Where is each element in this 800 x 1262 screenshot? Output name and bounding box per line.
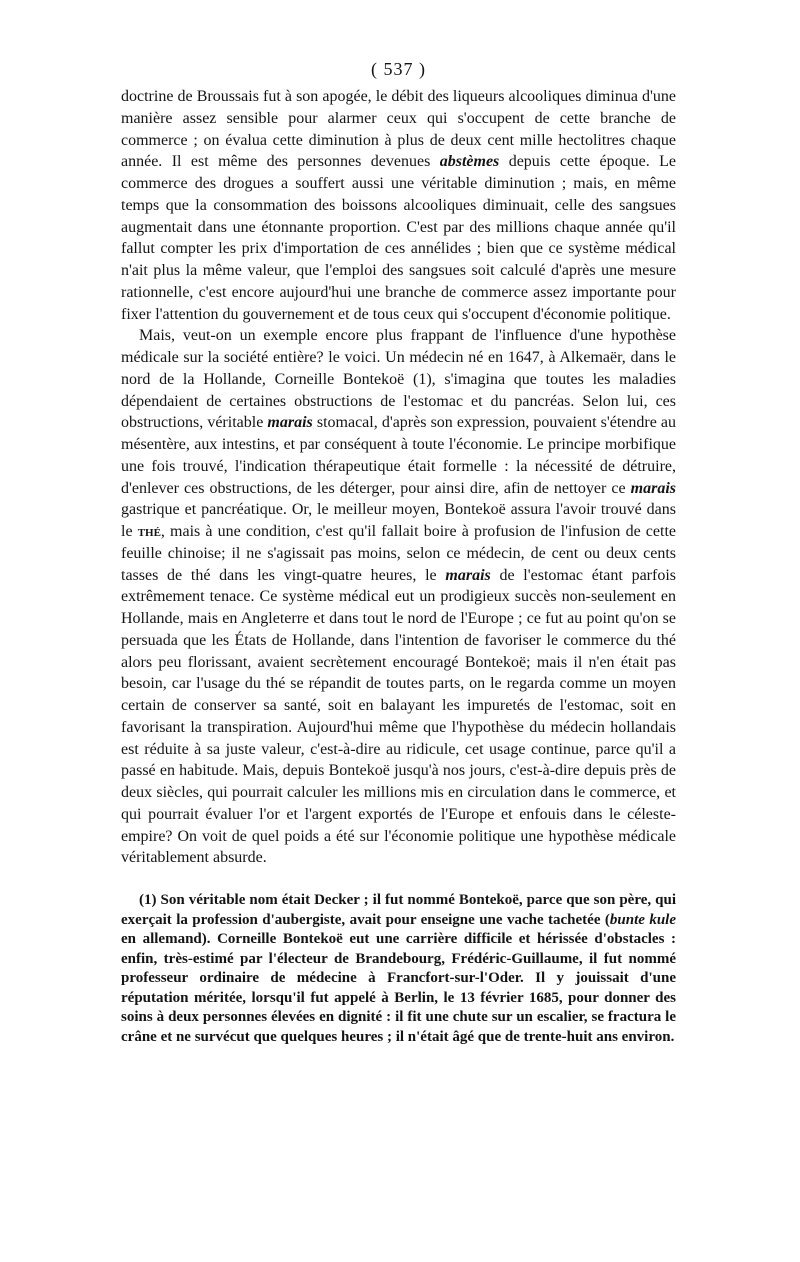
- italic-term: marais: [267, 414, 313, 432]
- text-run: stomacal, d'après son expression, pouvaient s'étendre au mésentère, aux intestins, et par conséquent à toute l'économie. Le principe morbifique une fois trouvé, l'indication thérapeutique était formelle : la nécessité de détruire, d'enlever ces obstructions, de les déterger, pour ainsi dire, afin de nettoyer ce: [121, 414, 677, 497]
- page-number: ( 537 ): [371, 59, 426, 79]
- paragraph: [121, 325, 676, 869]
- text-run: doctrine de Broussais fut à son apogée, le débit des liqueurs alcooliques diminua d'une manière assez sensible pour alarmer ceux qui s'occupent de cette branche de commerce ; on évalua cette diminution à plus de deux cent mille hectolitres chaque année. Il est même des personnes devenues: [121, 88, 676, 171]
- paragraph: [121, 86, 676, 325]
- italic-term: marais: [630, 479, 676, 497]
- text-run: en allemand). Corneille Bontekoë eut une carrière difficile et hérissée d'obstacles : enfin, très-estimé par l'électeur de Brandebourg, Frédéric-Guillaume, il fut nommé professeur ordinaire de médecine à Francfort-sur-l'Oder. Il y jouissait d'une réputation méritée, lorsqu'il fut appelé à Berlin, le 13 février 1685, pour donner des soins à deux personnes élevées en dignité : il fit une chute sur un escalier, se fractura le crâne et ne survécut que quelques heures ; il n'était âgé que de trente-huit ans environ.: [121, 931, 676, 1045]
- body-text: [121, 86, 676, 869]
- text-run: gastrique et pancréatique. Or, le meilleur moyen, Bontekoë assura l'avoir trouvé dans le: [121, 501, 676, 540]
- document-page: [121, 58, 676, 1047]
- italic-term: marais: [445, 566, 491, 584]
- italic-term: abstèmes: [439, 153, 500, 171]
- italic-term: bunte kule: [609, 911, 676, 928]
- text-run: depuis cette époque. Le commerce des drogues a souffert aussi une véritable diminution ; mais, en même temps que la consommation des boissons alcooliques diminuait, celle des sangsues augmentait dans une étonnante proportion. C'est par des millions chaque année qu'il fallut compter les prix d'importation de ces annélides ; bien que ce système médical n'ait plus la même valeur, que l'emploi des sangsues soit calculé d'après une mesure rationnelle, c'est encore aujourd'hui une branche de commerce assez importante pour fixer l'attention du gouvernement et de tous ceux qui s'occupent d'économie politique.: [121, 153, 677, 323]
- text-run: (1) Son véritable nom était Decker ; il fut nommé Bontekoë, parce que son père, qui exerçait la profession d'aubergiste, avait pour enseigne une vache tachetée (: [121, 892, 676, 928]
- text-run: Mais, veut-on un exemple encore plus frappant de l'influence d'une hypothèse médicale sur la société entière? le voici. Un médecin né en 1647, à Alkemaër, dans le nord de la Hollande, Corneille Bontekoë (1), s'imagina que toutes les maladies dépendaient de certaines obstructions de l'estomac et du pancréas. Selon lui, ces obstructions, véritable: [121, 327, 676, 432]
- text-run: , mais à une condition, c'est qu'il fallait boire à profusion de l'infusion de cette feuille chinoise; il ne s'agissait pas moins, selon ce médecin, de cent ou deux cents tasses de thé dans les vingt-quatre heures, le: [121, 523, 676, 584]
- footnote: [121, 891, 676, 1047]
- small-caps-term: thé: [137, 523, 161, 540]
- text-run: de l'estomac étant parfois extrêmement tenace. Ce système médical eut un prodigieux succès non-seulement en Hollande, mais en Angleterre et dans tout le nord de l'Europe ; ce fut au point qu'on se persuada que les États de Hollande, dans l'intention de favoriser le commerce du thé alors peu florissant, avaient secrètement encouragé Bontekoë; mais il n'en était pas besoin, car l'usage du thé se répandit de toutes parts, on le regarda comme un moyen certain de conserver sa santé, soit en balayant les impuretés de l'estomac, soit en favorisant la transpiration. Aujourd'hui même que l'hypothèse du médecin hollandais est réduite à sa juste valeur, c'est-à-dire au ridicule, cet usage continue, parce qu'il a passé en habitude. Mais, depuis Bontekoë jusqu'à nos jours, c'est-à-dire depuis près de deux siècles, qui pourrait calculer les millions mis en circulation dans le commerce, et qui pourrait évaluer l'or et l'argent exportés de l'Europe et enfouis dans le céleste-empire? On voit de quel poids a été sur l'économie politique une hypothèse médicale véritablement absurde.: [121, 566, 677, 867]
